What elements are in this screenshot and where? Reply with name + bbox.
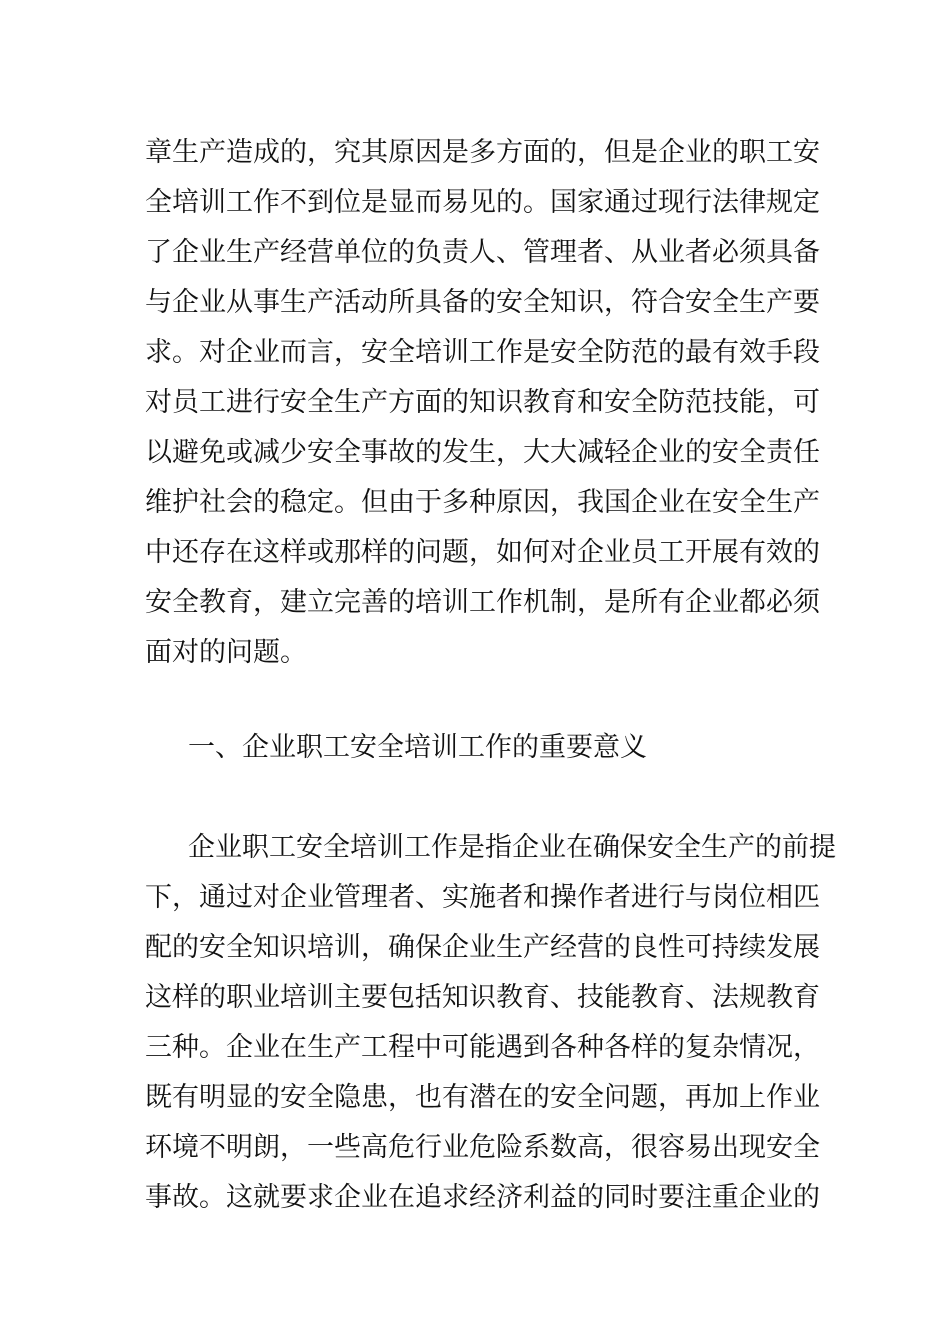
paragraph-line: 既有明显的安全隐患，也有潜在的安全问题，再加上作业 [145,1082,820,1113]
paragraph-line: 这样的职业培训主要包括知识教育、技能教育、法规教育 [145,982,820,1013]
paragraph-line: 对员工进行安全生产方面的知识教育和安全防范技能，可 [145,387,820,418]
paragraph-line: 章生产造成的，究其原因是多方面的，但是企业的职工安 [145,137,820,168]
paragraph-line: 以避免或减少安全事故的发生，大大减轻企业的安全责任 [145,437,820,468]
paragraph-line: 与企业从事生产活动所具备的安全知识，符合安全生产要 [145,287,820,318]
paragraph-line: 面对的问题。 [145,637,307,668]
paragraph-line: 企业职工安全培训工作是指企业在确保安全生产的前提 [188,832,836,863]
paragraph-line: 三种。企业在生产工程中可能遇到各种各样的复杂情况， [145,1032,820,1063]
paragraph-line: 维护社会的稳定。但由于多种原因，我国企业在安全生产 [145,487,820,518]
paragraph-line: 环境不明朗，一些高危行业危险系数高，很容易出现安全 [145,1132,820,1163]
paragraph-line: 了企业生产经营单位的负责人、管理者、从业者必须具备 [145,237,820,268]
section-heading: 一、企业职工安全培训工作的重要意义 [188,732,647,763]
paragraph-line: 安全教育，建立完善的培训工作机制，是所有企业都必须 [145,587,820,618]
paragraph-line: 配的安全知识培训，确保企业生产经营的良性可持续发展 [145,932,820,963]
paragraph-line: 全培训工作不到位是显而易见的。国家通过现行法律规定 [145,187,820,218]
paragraph-line: 求。对企业而言，安全培训工作是安全防范的最有效手段 [145,337,820,368]
paragraph-line: 中还存在这样或那样的问题，如何对企业员工开展有效的 [145,537,820,568]
paragraph-line: 事故。这就要求企业在追求经济利益的同时要注重企业的 [145,1182,820,1213]
paragraph-line: 下，通过对企业管理者、实施者和操作者进行与岗位相匹 [145,882,820,913]
